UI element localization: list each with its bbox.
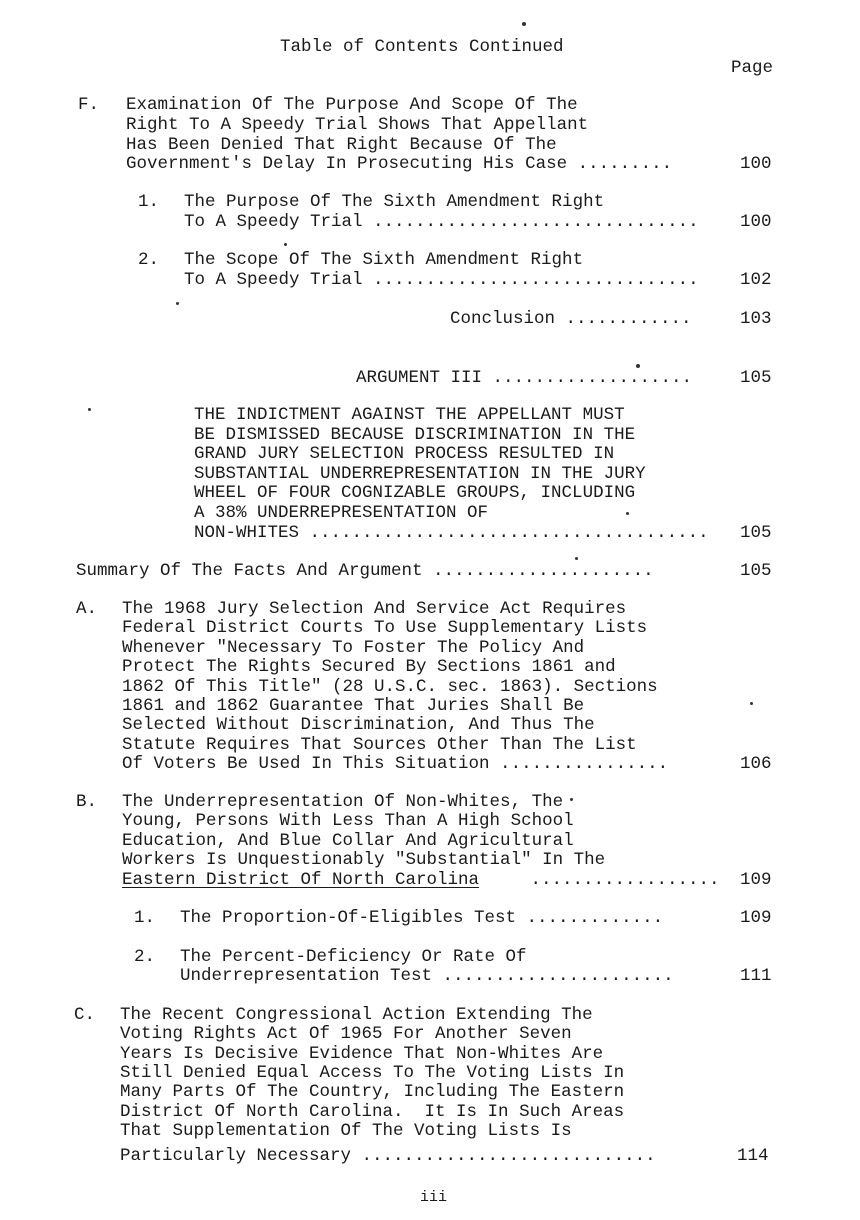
entry-marker: A. <box>76 599 98 619</box>
entry-marker: 1. <box>138 192 160 212</box>
entry-page-number: 105 <box>740 523 772 543</box>
entry-marker: 2. <box>138 250 160 270</box>
entry-page-number: 114 <box>737 1146 769 1166</box>
entry-line: GRAND JURY SELECTION PROCESS RESULTED IN <box>194 444 615 464</box>
entry-line: 1861 and 1862 Guarantee That Juries Shall Be <box>122 696 585 716</box>
entry-line: To A Speedy Trial ............................... <box>184 270 699 290</box>
entry-marker: C. <box>74 1005 96 1025</box>
entry-line: Selected Without Discrimination, And Thus The <box>122 715 595 735</box>
entry-marker: 1. <box>134 908 156 928</box>
entry-line: WHEEL OF FOUR COGNIZABLE GROUPS, INCLUDING <box>194 483 636 503</box>
scan-speck <box>575 557 578 560</box>
entry-line: Protect The Rights Secured By Sections 1861 and <box>122 657 616 677</box>
scan-speck <box>636 364 640 368</box>
entry-line: Of Voters Be Used In This Situation ................ <box>122 754 669 774</box>
entry-line: ARGUMENT III ................... <box>356 368 693 388</box>
entry-page-number: 105 <box>740 368 772 388</box>
entry-line: 1862 Of This Title" (28 U.S.C. sec. 1863). Sections <box>122 677 658 697</box>
footer-page-number: iii <box>420 1189 448 1206</box>
entry-line-underlined: Eastern District Of North Carolina <box>122 870 480 890</box>
entry-line: District Of North Carolina. It Is In Such Areas <box>120 1102 625 1122</box>
page-column-label: Page <box>731 58 774 78</box>
entry-page-number: 109 <box>740 870 772 890</box>
entry-line: Summary Of The Facts And Argument ..................... <box>76 561 654 581</box>
entry-line: The Proportion-Of-Eligibles Test ............. <box>180 908 664 928</box>
scan-speck <box>570 798 573 801</box>
entry-line: Right To A Speedy Trial Shows That Appellant <box>126 115 589 135</box>
entry-line: The Recent Congressional Action Extending The <box>120 1005 593 1025</box>
entry-line: To A Speedy Trial ............................... <box>184 212 699 232</box>
entry-line: That Supplementation Of The Voting Lists Is <box>120 1121 572 1141</box>
entry-line: Federal District Courts To Use Supplementary Lists <box>122 618 648 638</box>
entry-line: Voting Rights Act Of 1965 For Another Seven <box>120 1024 572 1044</box>
entry-line: Years Is Decisive Evidence That Non-Whites Are <box>120 1044 604 1064</box>
entry-line: Statute Requires That Sources Other Than The List <box>122 735 637 755</box>
entry-page-number: 103 <box>740 309 772 329</box>
entry-line: THE INDICTMENT AGAINST THE APPELLANT MUST <box>194 405 625 425</box>
entry-line: Whenever "Necessary To Foster The Policy And <box>122 638 585 658</box>
entry-line: Examination Of The Purpose And Scope Of The <box>126 95 578 115</box>
entry-leader-dots: .................. <box>520 870 720 890</box>
entry-marker: B. <box>76 792 98 812</box>
entry-line: Young, Persons With Less Than A High School <box>122 811 574 831</box>
entry-line: Government's Delay In Prosecuting His Case ......... <box>126 154 673 174</box>
entry-line: Has Been Denied That Right Because Of The <box>126 135 557 155</box>
entry-page-number: 106 <box>740 754 772 774</box>
scan-speck <box>176 302 179 305</box>
entry-line: Underrepresentation Test ...................... <box>180 966 674 986</box>
entry-marker: F. <box>78 95 100 115</box>
entry-page-number: 100 <box>740 212 772 232</box>
entry-page-number: 109 <box>740 908 772 928</box>
scan-speck <box>626 512 629 515</box>
entry-page-number: 100 <box>740 154 772 174</box>
entry-line: SUBSTANTIAL UNDERREPRESENTATION IN THE JURY <box>194 464 646 484</box>
entry-page-number: 111 <box>740 966 772 986</box>
entry-page-number: 102 <box>740 270 772 290</box>
entry-line: Many Parts Of The Country, Including The Eastern <box>120 1082 625 1102</box>
entry-line: Education, And Blue Collar And Agricultural <box>122 831 574 851</box>
entry-line: Workers Is Unquestionably "Substantial" In The <box>122 850 606 870</box>
scan-speck <box>750 702 753 705</box>
entry-line: Conclusion ............ <box>450 309 692 329</box>
page-title: Table of Contents Continued <box>280 37 564 57</box>
entry-line: The Underrepresentation Of Non-Whites, The <box>122 792 564 812</box>
entry-line: NON-WHITES ...................................... <box>194 523 709 543</box>
entry-marker: 2. <box>134 947 156 967</box>
entry-page-number: 105 <box>740 561 772 581</box>
entry-line: The Percent-Deficiency Or Rate Of <box>180 947 527 967</box>
scan-speck <box>284 243 287 246</box>
entry-line: Particularly Necessary ............................ <box>120 1146 656 1166</box>
entry-line: A 38% UNDERREPRESENTATION OF <box>194 503 489 523</box>
entry-line: Still Denied Equal Access To The Voting Lists In <box>120 1063 625 1083</box>
entry-line: The Purpose Of The Sixth Amendment Right <box>184 192 605 212</box>
entry-line: The 1968 Jury Selection And Service Act Requires <box>122 599 627 619</box>
entry-line: The Scope Of The Sixth Amendment Right <box>184 250 584 270</box>
scan-speck <box>522 22 526 26</box>
entry-line: BE DISMISSED BECAUSE DISCRIMINATION IN THE <box>194 425 636 445</box>
scan-speck <box>88 408 91 411</box>
